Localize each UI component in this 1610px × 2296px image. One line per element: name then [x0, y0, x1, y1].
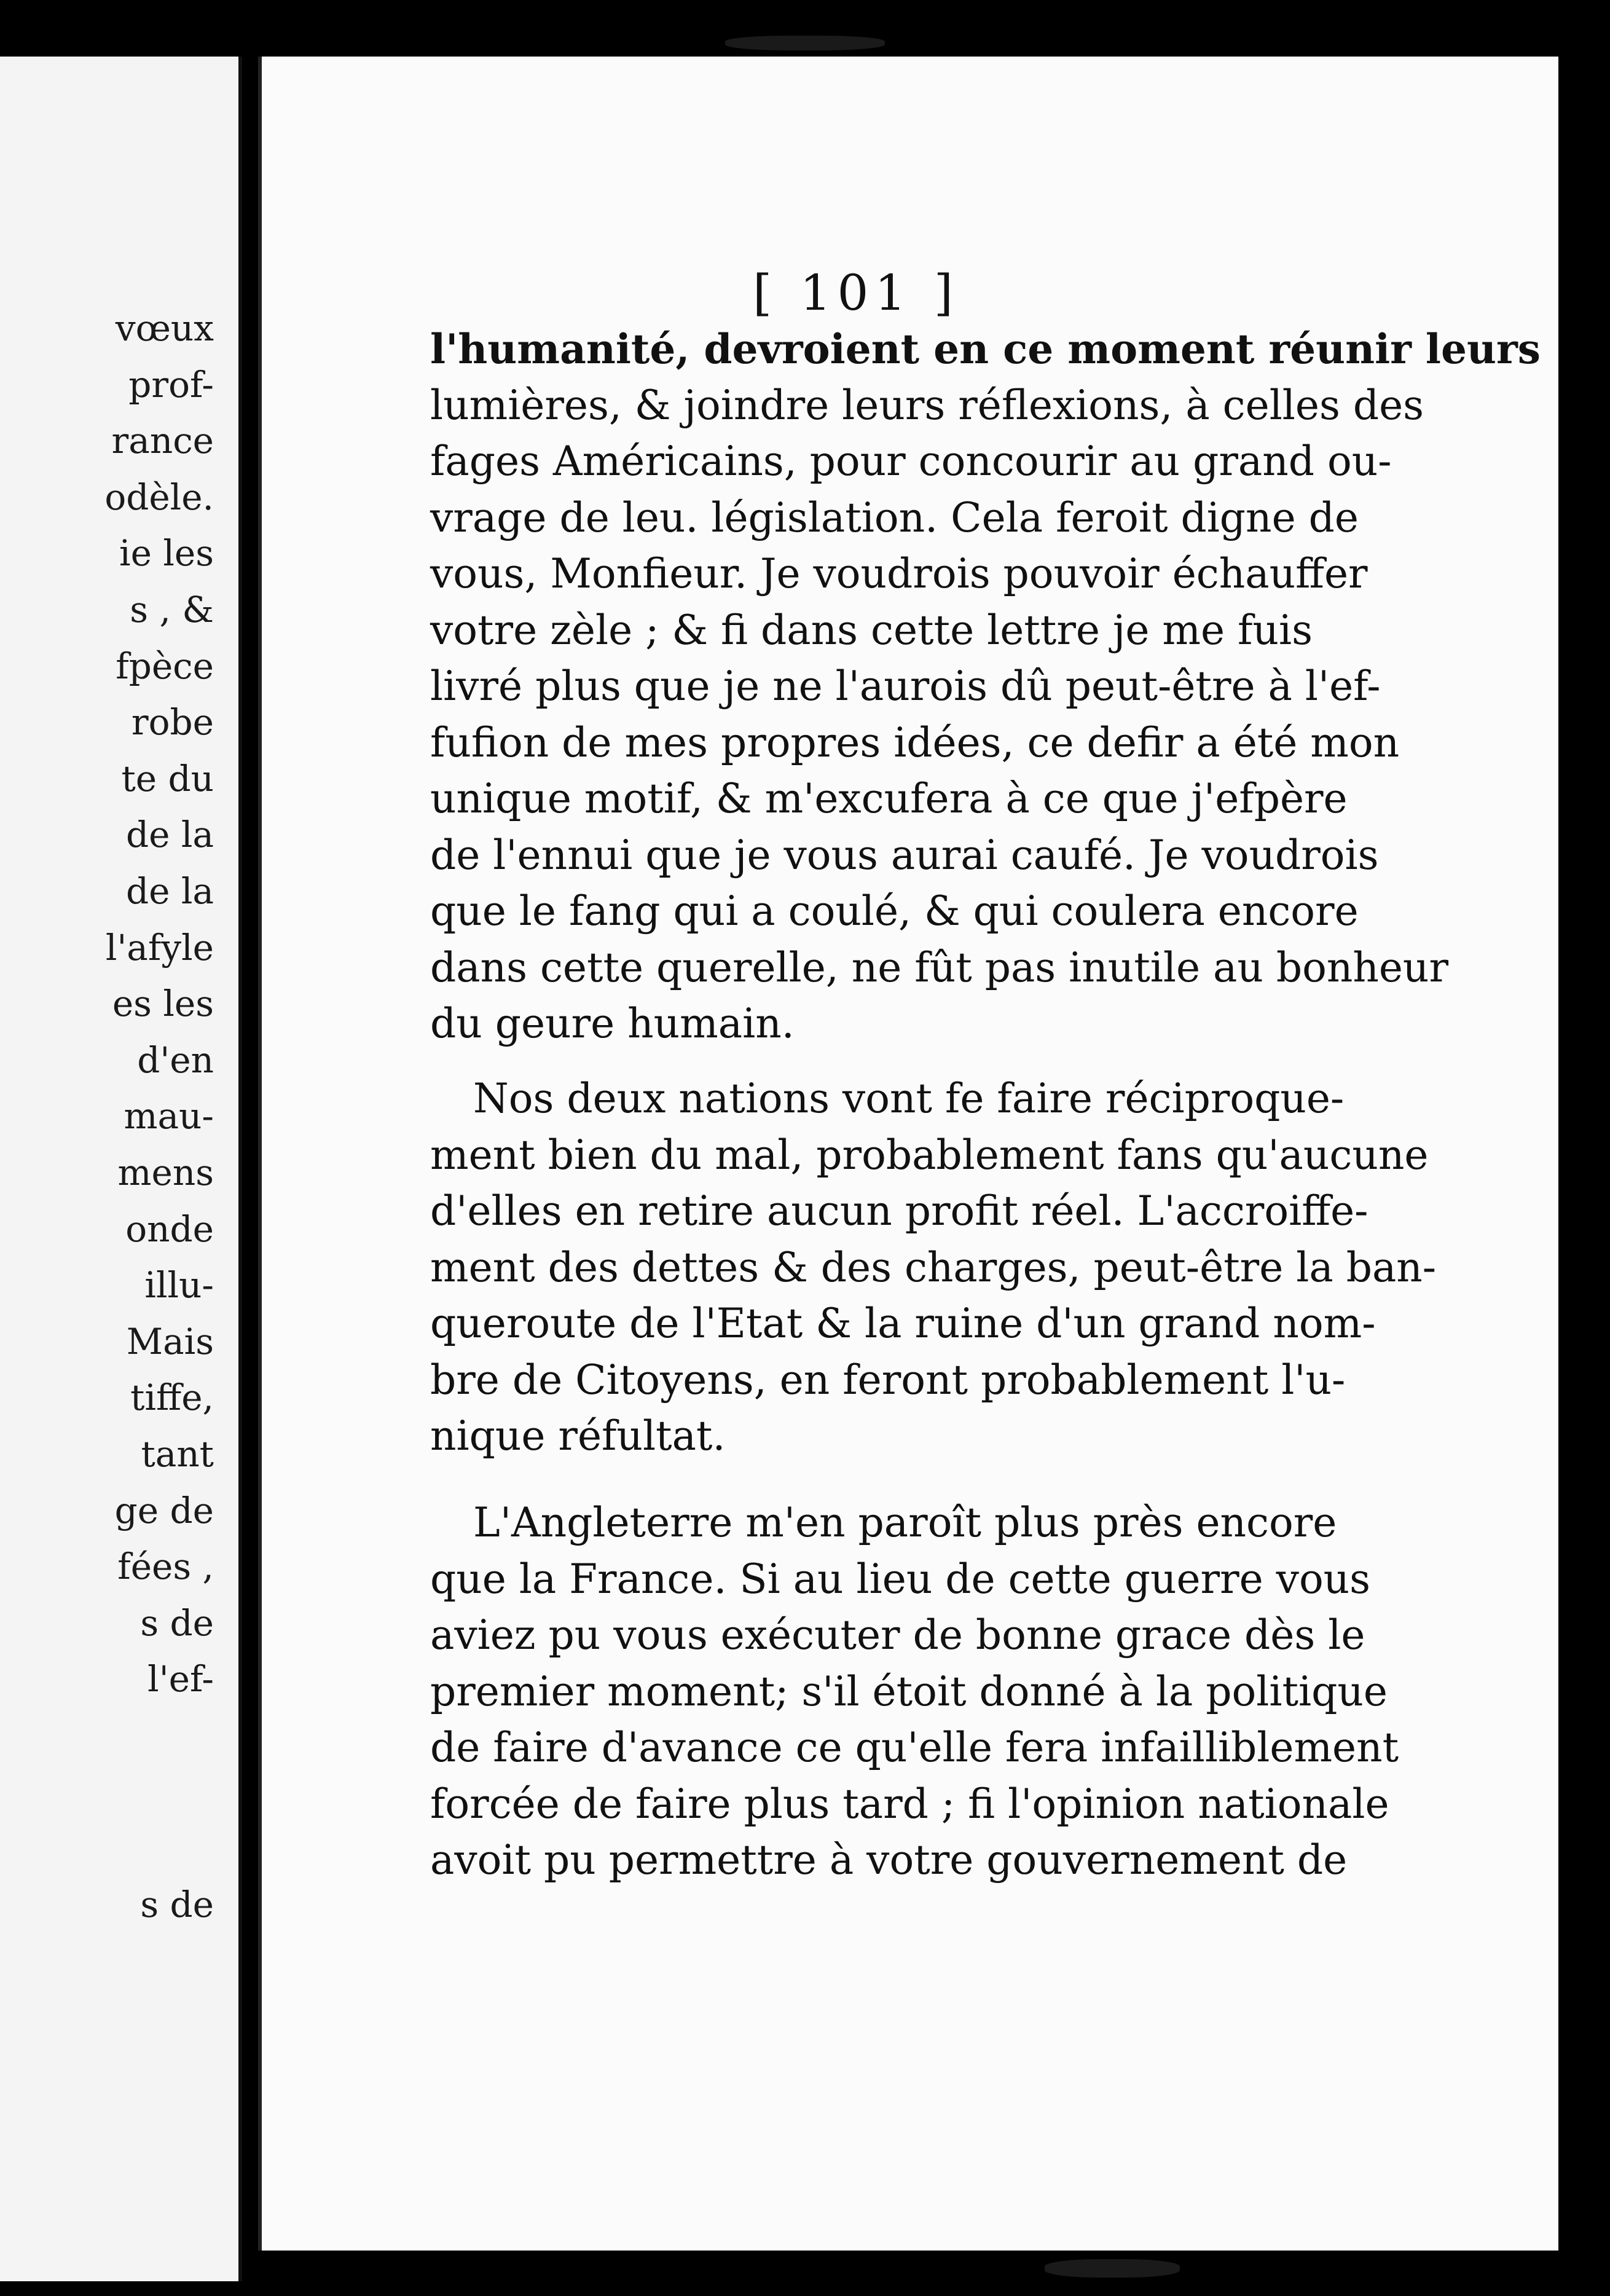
left-page-line: mau-: [124, 1095, 214, 1138]
text-line: vrage de leu. législation. Cela feroit digne de: [430, 493, 1359, 541]
text-line: fufion de mes propres idées, ce defir a été mon: [430, 718, 1400, 766]
text-line: vous, Monfieur. Je voudrois pouvoir échauffer: [430, 550, 1368, 597]
left-page-line: te du: [121, 757, 214, 800]
left-page-line: fpèce: [116, 645, 214, 687]
text-line: du geure humain.: [430, 1000, 795, 1047]
text-line: de l'ennui que je vous aurai caufé. Je voudrois: [430, 831, 1379, 879]
left-page-line: onde: [125, 1208, 214, 1250]
left-page-line: s de: [140, 1602, 214, 1644]
text-line: aviez pu vous exécuter de bonne grace dès le: [430, 1611, 1365, 1659]
text-line: fages Américains, pour concourir au grand ou-: [430, 438, 1392, 485]
left-page-line: illu-: [144, 1264, 214, 1307]
left-page-line: l'ef-: [147, 1658, 214, 1700]
left-page-line: prof-: [128, 363, 214, 406]
text-line: L'Angleterre m'en paroît plus près encore: [473, 1499, 1337, 1546]
left-page-line: es les: [112, 983, 214, 1025]
text-line: que le fang qui a coulé, & qui coulera encore: [430, 887, 1359, 935]
left-page-line: s , &: [130, 589, 214, 631]
scan-smudge: [725, 36, 885, 50]
text-line: nique réfultat.: [430, 1412, 726, 1460]
left-page-line: Mais: [126, 1320, 214, 1362]
text-line: livré plus que je ne l'aurois dû peut-être à l'ef-: [430, 662, 1381, 710]
text-line: premier moment; s'il étoit donné à la politique: [430, 1667, 1388, 1715]
left-page-line: ge de: [114, 1489, 214, 1531]
left-page-line: s de: [140, 1883, 214, 1925]
left-page-line: de la: [125, 814, 214, 856]
text-line: bre de Citoyens, en feront probablement l'u-: [430, 1356, 1346, 1404]
text-line: forcée de faire plus tard ; fi l'opinion nationale: [430, 1780, 1389, 1828]
left-page-line: mens: [117, 1152, 214, 1193]
text-line: unique motif, & m'excufera à ce que j'efpère: [430, 775, 1348, 822]
text-line: que la France. Si au lieu de cette guerre vous: [430, 1555, 1371, 1603]
text-line: d'elles en retire aucun profit réel. L'accroiffe-: [430, 1187, 1368, 1235]
left-page-line: l'afyle: [105, 926, 214, 969]
text-line: dans cette querelle, ne fût pas inutile au bonheur: [430, 943, 1448, 991]
left-page-line: robe: [131, 701, 214, 744]
left-page-line: rance: [111, 420, 214, 462]
left-page-line: d'en: [137, 1039, 214, 1081]
left-page-line: odèle.: [104, 476, 214, 518]
text-line: de faire d'avance ce qu'elle fera infailliblement: [430, 1724, 1399, 1771]
text-line: ment bien du mal, probablement fans qu'aucune: [430, 1131, 1429, 1179]
scan-smudge: [1045, 2259, 1180, 2278]
text-line: avoit pu permettre à votre gouvernement de: [430, 1836, 1348, 1884]
text-line: Nos deux nations vont fe faire réciproque-: [473, 1075, 1345, 1122]
left-page: [0, 57, 242, 2281]
left-page-line: de la: [125, 870, 214, 912]
page-number: [ 101 ]: [753, 264, 959, 321]
left-page-line: tiffe,: [130, 1377, 214, 1419]
left-page-line: tant: [141, 1433, 214, 1475]
left-page-line: fées ,: [117, 1546, 214, 1588]
text-line: lumières, & joindre leurs réflexions, à celles des: [430, 381, 1424, 429]
left-page-line: vœux: [115, 307, 214, 349]
text-line: votre zèle ; & fi dans cette lettre je me fuis: [430, 606, 1313, 654]
text-line: queroute de l'Etat & la ruine d'un grand nom-: [430, 1300, 1376, 1347]
left-page-line: ie les: [119, 532, 214, 575]
text-line: ment des dettes & des charges, peut-être la ban-: [430, 1243, 1437, 1291]
text-line: l'humanité, devroient en ce moment réunir leurs: [430, 325, 1541, 373]
